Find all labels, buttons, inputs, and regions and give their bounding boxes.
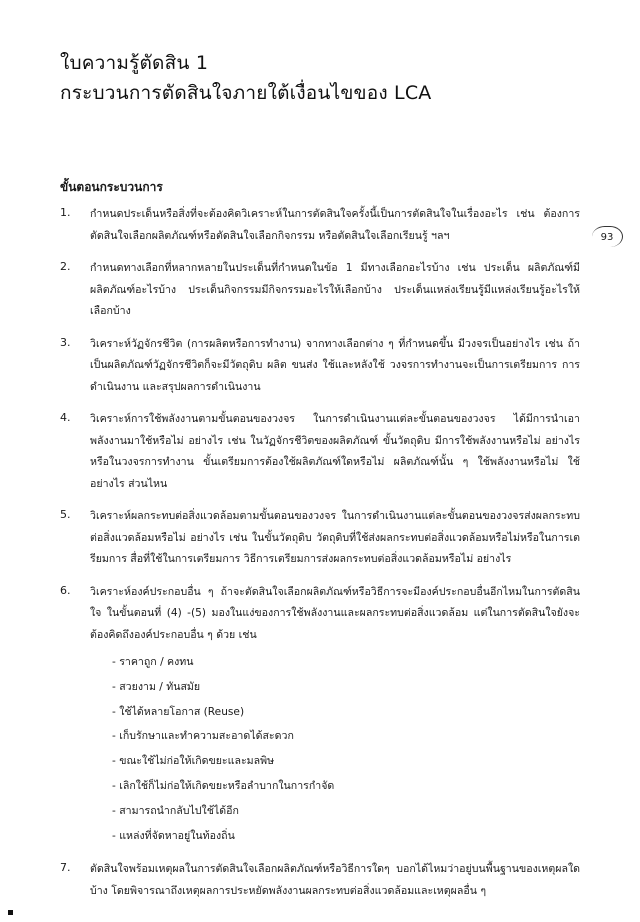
step-number: 2. bbox=[60, 260, 71, 273]
factor-item: - สามารถนำกลับไปใช้ได้อีก bbox=[112, 799, 580, 824]
step-text: กำหนดประเด็นหรือสิ่งที่จะต้องคิดวิเคราะห์ในการตัดสินใจครั้งนี้เป็นการตัดสินใจในเรื่องอะไร เช่น ต้องการตัดสินใจเลือกผลิตภัณฑ์หรือตัดสินใจเลือกกิจกรรม หรือตัดสินใจเลือกเรียนรู้ ฯลฯ bbox=[90, 208, 580, 242]
step-item bbox=[60, 859, 580, 902]
factor-list bbox=[90, 650, 580, 848]
step-item bbox=[60, 506, 580, 571]
factor-item: - ใช้ได้หลายโอกาส (Reuse) bbox=[112, 700, 580, 725]
factor-item: - เลิกใช้ก็ไม่ก่อให้เกิดขยะหรือลำบากในการกำจัด bbox=[112, 774, 580, 799]
step-text: วิเคราะห์ผลกระทบต่อสิ่งแวดล้อมตามขั้นตอนของวงจร ในการดำเนินงานแต่ละขั้นตอนของวงจรส่งผลกระทบต่อสิ่งแวดล้อมหรือไม่ อย่างไร เช่น ในขั้นวัตถุดิบ วัตถุดิบที่ใช้ส่งผลกระทบต่อสิ่งแวดล้อมหรือไม่หรือในการเตรียมการ สื่อที่ใช้ในการเตรียมการ วิธีการเตรียมการส่งผลกระทบต่อสิ่งแวดล้อมหรือไม่ อย่างไร bbox=[90, 510, 580, 565]
step-item bbox=[60, 409, 580, 495]
document-title-line-2: กระบวนการตัดสินใจภายใต้เงื่อนไขของ LCA bbox=[60, 82, 432, 104]
factor-item: - แหล่งที่จัดหาอยู่ในท้องถิ่น bbox=[112, 824, 580, 849]
factor-item: - สวยงาม / ทันสมัย bbox=[112, 675, 580, 700]
step-item bbox=[60, 204, 580, 247]
page-number: 93 bbox=[592, 226, 623, 247]
scan-mark bbox=[8, 910, 13, 915]
step-text: กำหนดทางเลือกที่หลากหลายในประเด็นที่กำหนดในข้อ 1 มีทางเลือกอะไรบ้าง เช่น ประเด็น ผลิตภัณฑ์มีผลิตภัณฑ์อะไรบ้าง ประเด็นกิจกรรมมีกิจกรรมอะไรให้เลือกบ้าง ประเด็นแหล่งเรียนรู้มีแหล่งเรียนรู้อะไรให้เลือกบ้าง bbox=[90, 262, 580, 317]
step-text: วิเคราะห์วัฏจักรชีวิต (การผลิตหรือการทำงาน) จากทางเลือกต่าง ๆ ที่กำหนดขึ้น มีวงจรเป็นอย่างไร เช่น ถ้าเป็นผลิตภัณฑ์วัฏจักรชีวิตก็จะมีวัตถุดิบ ผลิต ขนส่ง ใช้และหลังใช้ วงจรการทำงานจะเป็นการเตรียมการ การดำเนินงาน และสรุปผลการดำเนินงาน bbox=[90, 337, 580, 393]
step-number: 6. bbox=[60, 583, 71, 597]
factor-item: - เก็บรักษาและทำความสะอาดได้สะดวก bbox=[112, 724, 580, 749]
step-number: 1. bbox=[60, 206, 71, 219]
step-item bbox=[60, 258, 580, 323]
step-number: 5. bbox=[60, 508, 71, 521]
step-number: 3. bbox=[60, 335, 71, 349]
document-title-line-1: ใบความรู้ตัดสิน 1 bbox=[60, 52, 209, 74]
step-number: 7. bbox=[60, 861, 71, 875]
step-text: วิเคราะห์การใช้พลังงานตามขั้นตอนของวงจร ในการดำเนินงานแต่ละขั้นตอนของวงจร ได้มีการนำเอาพลังงานมาใช้หรือไม่ อย่างไร เช่น ในวัฏจักรชีวิตของผลิตภัณฑ์ ขั้นวัตถุดิบ มีการใช้พลังงานหรือไม่ อย่างไร หรือในวงจรการทำงาน ขั้นเตรียมการต้องใช้ผลิตภัณฑ์ใดหรือไม่ ผลิตภัณฑ์นั้น ๆ ใช้พลังงานหรือไม่ ใช้อย่างไร ส่วนไหน bbox=[90, 413, 580, 490]
step-text: วิเคราะห์องค์ประกอบอื่น ๆ ถ้าจะตัดสินใจเลือกผลิตภัณฑ์หรือวิธีการจะมีองค์ประกอบอื่นอีกไหมในการตัดสินใจ ในขั้นตอนที่ (4) -(5) มองในแง่ของการใช้พลังงานและผลกระทบต่อสิ่งแวดล้อม แต่ในการตัดสินใจยังจะต้องคิดถึงองค์ประกอบอื่น ๆ ด้วย เช่น bbox=[90, 585, 580, 641]
step-number: 4. bbox=[60, 411, 71, 424]
step-text: ตัดสินใจพร้อมเหตุผลในการตัดสินใจเลือกผลิตภัณฑ์หรือวิธีการใดๆ บอกได้ไหมว่าอยู่บนพื้นฐานของเหตุผลใดบ้าง โดยพิจารณาถึงเหตุผลการประหยัดพลังงานผลกระทบต่อสิ่งแวดล้อมและเหตุผลอื่น ๆ bbox=[90, 863, 580, 897]
section-heading: ขั้นตอนกระบวนการ bbox=[60, 180, 163, 194]
step-item bbox=[60, 334, 580, 399]
factor-item: - ราคาถูก / คงทน bbox=[112, 650, 580, 675]
factor-item: - ขณะใช้ไม่ก่อให้เกิดขยะและมลพิษ bbox=[112, 749, 580, 774]
step-item bbox=[60, 582, 580, 849]
steps-list bbox=[60, 204, 580, 913]
step-content bbox=[90, 582, 580, 849]
